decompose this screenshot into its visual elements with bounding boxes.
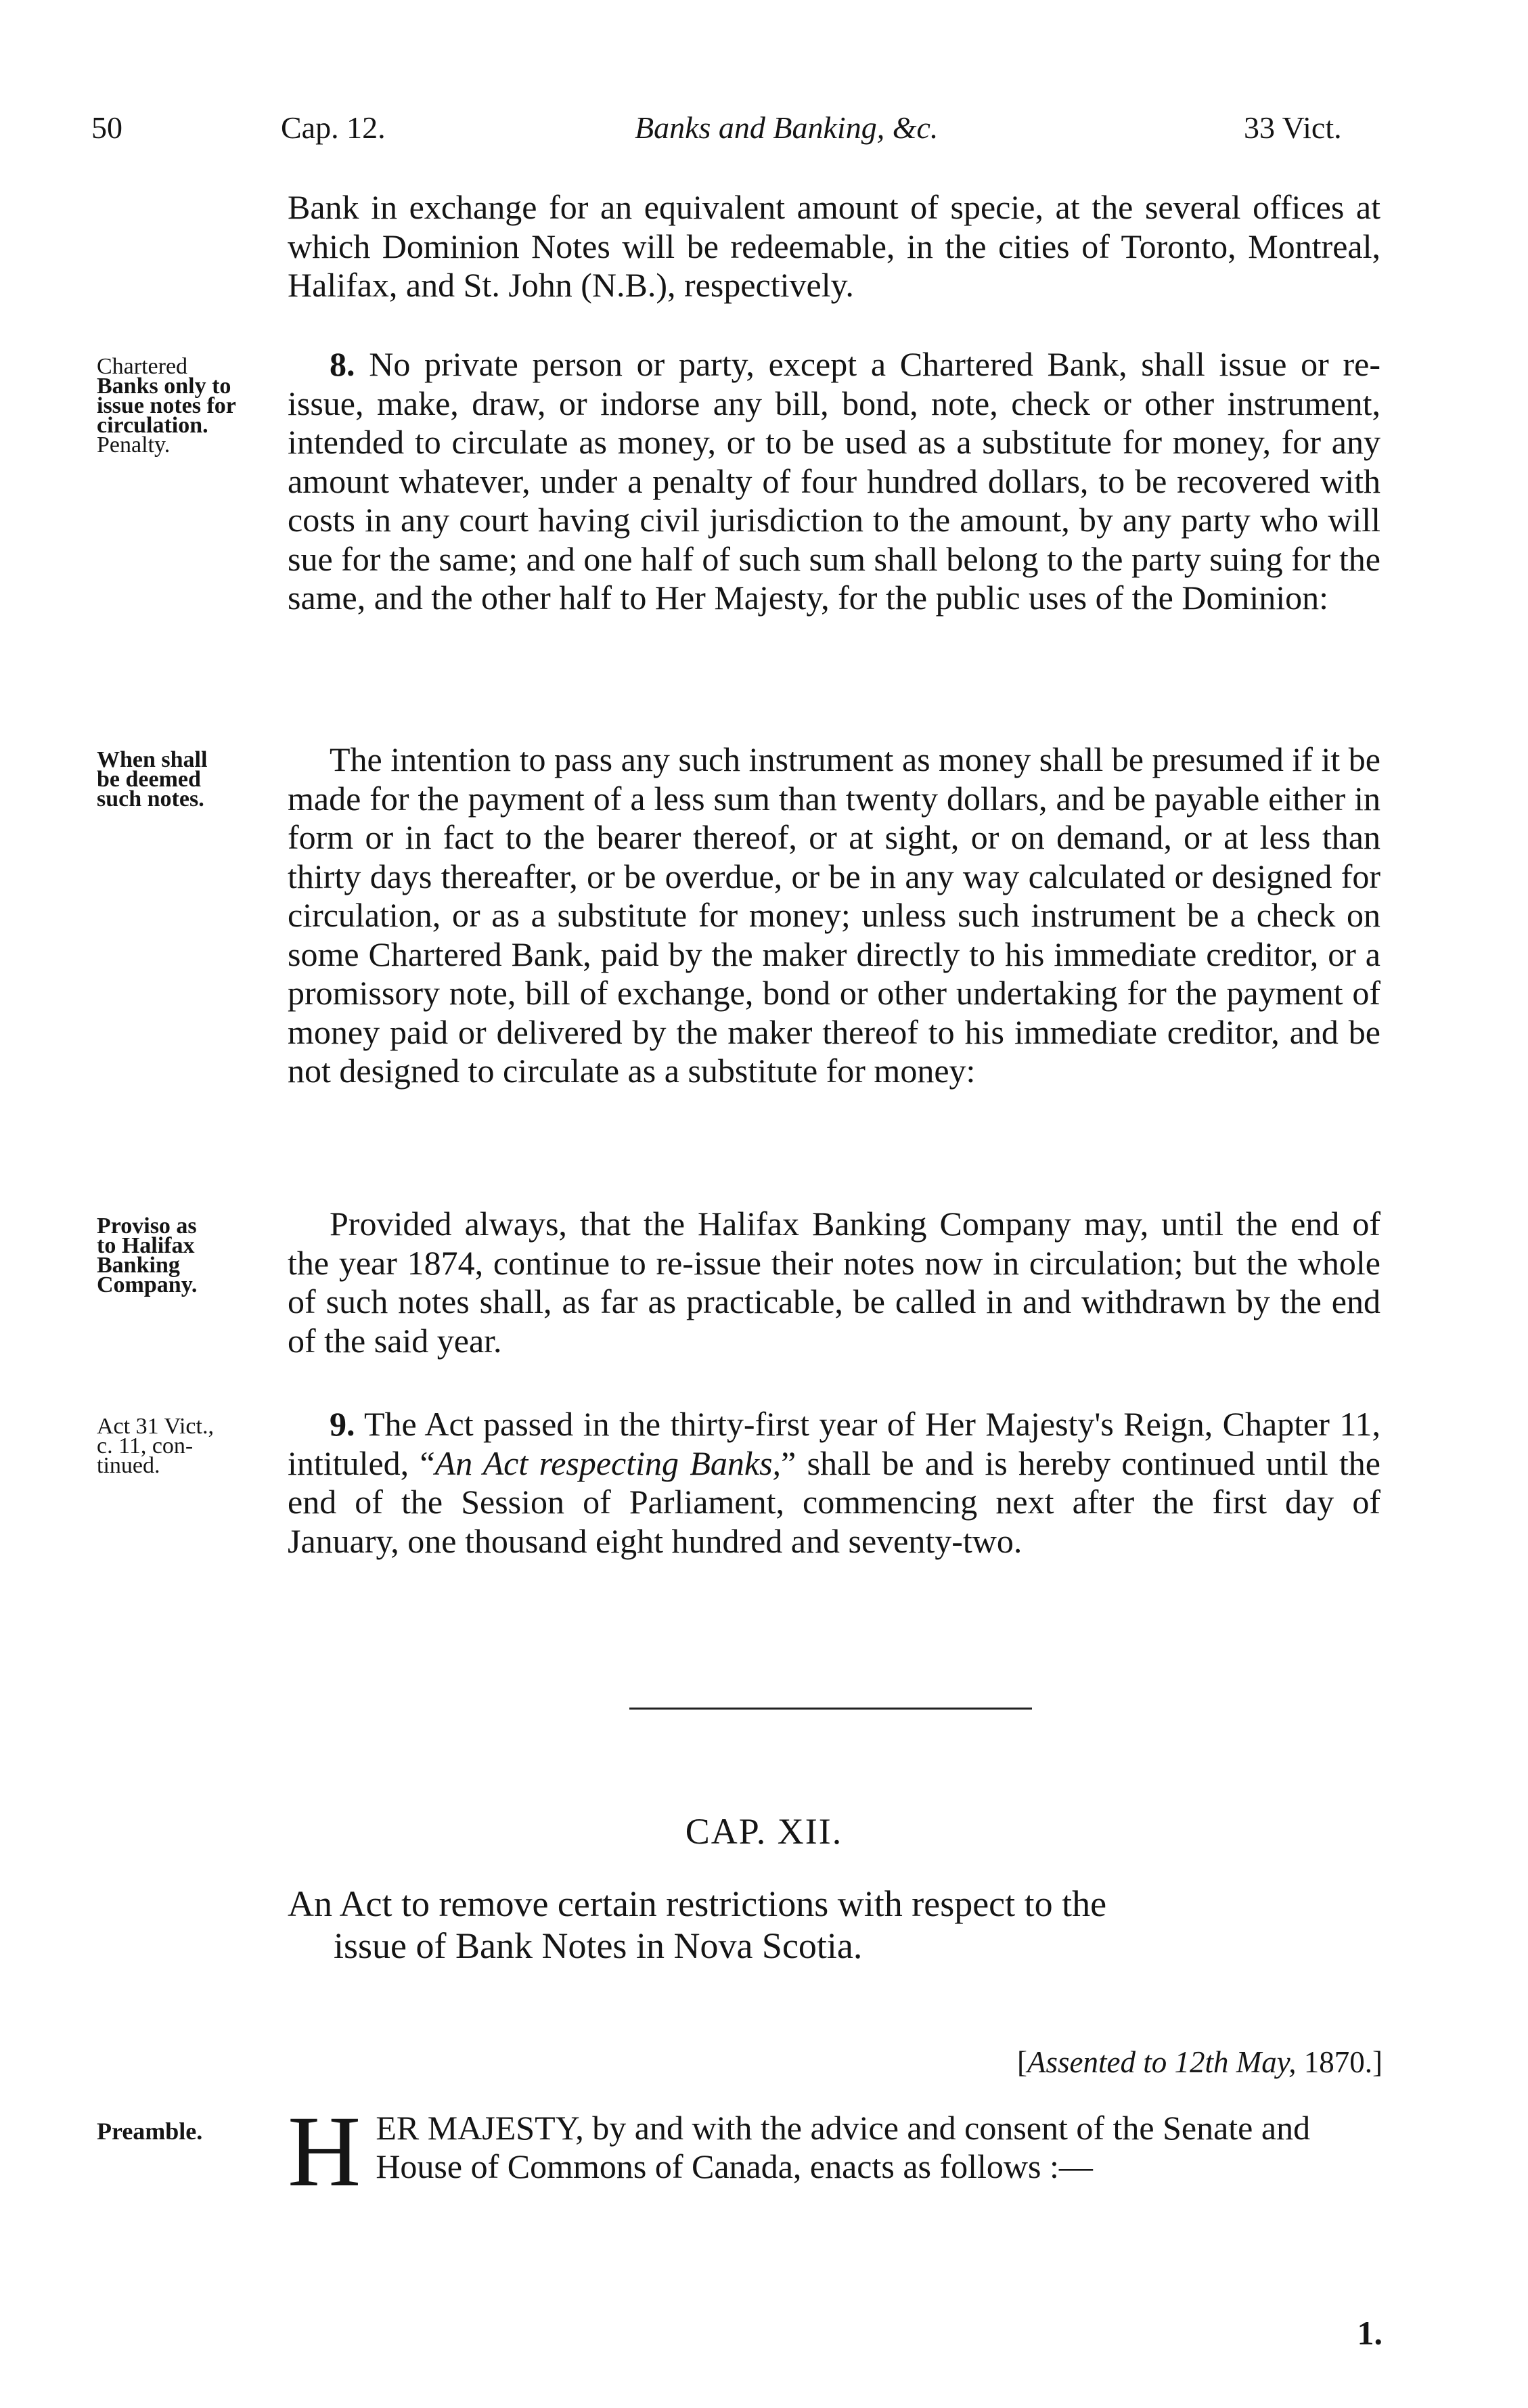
margin-note-line: Banking	[97, 1253, 180, 1278]
section-number: 9.	[330, 1405, 355, 1443]
margin-note-line: Chartered	[97, 354, 188, 379]
margin-note-line: be deemed	[97, 767, 201, 792]
preamble	[288, 2095, 1380, 2208]
divider-rule	[629, 1708, 1032, 1710]
act-title-line: An Act to remove certain restrictions with respect to the	[288, 1883, 1107, 1924]
margin-note-halifax-proviso	[97, 1213, 286, 1297]
assent-date	[1017, 2045, 1383, 2080]
margin-note-preamble: Preamble.	[97, 2118, 203, 2145]
paragraph-text: The intention to pass any such instrument as money shall be presumed if it be made for the payment of a less sum than twenty dollars, and be payable either in form or in fact to the bearer thereof, or at sight, or on demand, or at less than thirty days thereafter, or be overdue, or be in any way calculated or designed for circulation, or as a substitute for money; unless such instrument be a check on some Chartered Bank, paid by the maker directly to his immediate creditor, or a promissory note, bill of exchange, bond or other undertaking for the payment of money paid or delivered by the maker thereof to his immediate creditor, and be not designed to circulate as a substitute for money:	[288, 740, 1380, 1090]
margin-note-line: c. 11, con-	[97, 1433, 194, 1458]
margin-note-line: When shall	[97, 747, 208, 772]
running-title: Banks and Banking, &c.	[635, 110, 939, 145]
act-title-line: issue of Bank Notes in Nova Scotia.	[334, 1925, 863, 1966]
section-8-paragraph	[288, 345, 1380, 618]
preamble-text: ER MAJESTY, by and with the advice and consent of the Senate and House of Commons of Canada, enacts as follows :—	[376, 2109, 1311, 2185]
margin-note-line: tinued.	[97, 1453, 160, 1478]
section-text-after: ” shall be and is hereby continued until the end of the Session of Parliament, commencing next after the first day of January, one thousand eight hundred and seventy-two.	[288, 1444, 1380, 1560]
margin-note-line: Penalty.	[97, 432, 171, 458]
section-9	[288, 1405, 1380, 1561]
margin-note-line: Company.	[97, 1272, 198, 1297]
margin-note-line: such notes.	[97, 786, 204, 811]
chapter-heading: CAP. XII.	[685, 1811, 843, 1852]
deemed-notes-paragraph	[288, 740, 1380, 1091]
continuation-paragraph	[288, 188, 1380, 305]
act-long-title	[288, 1883, 1391, 1967]
assent-open-bracket: [	[1017, 2045, 1028, 2079]
halifax-proviso-paragraph	[288, 1205, 1380, 1360]
assent-year: 1870.]	[1303, 2045, 1383, 2079]
section-number: 8.	[330, 345, 355, 383]
act-citation: An Act respecting Banks,	[434, 1444, 782, 1482]
margin-note-deemed-notes	[97, 747, 286, 811]
margin-note-line: Banks only to	[97, 374, 231, 399]
margin-note-section-8	[97, 354, 286, 458]
margin-note-line: Act 31 Vict.,	[97, 1414, 214, 1439]
section-text-before: The Act passed in the thirty-first year of Her Majesty's Reign, Chapter 11, intituled, “	[288, 1405, 1380, 1482]
chapter-reference: Cap. 12.	[281, 110, 386, 145]
paragraph-text: Provided always, that the Halifax Banking Company may, until the end of the year 1874, continue to re-issue their notes now in circulation; but the whole of such notes shall, as far as practicable, be called in and withdrawn by the end of the said year.	[288, 1205, 1380, 1360]
margin-note-line: circulation.	[97, 413, 208, 438]
regnal-year: 33 Vict.	[1244, 110, 1342, 145]
page-number: 50	[91, 110, 122, 145]
section-8	[288, 345, 1380, 618]
section-text: No private person or party, except a Chartered Bank, shall issue or re-issue, make, draw, or indorse any bill, bond, note, check or other instrument, intended to circulate as money, or to be used as a substitute for money, for any amount whatever, under a penalty of four hundred dollars, to be recovered with costs in any court having civil jurisdiction to the amount, by any party who will sue for the same; and one half of such sum shall belong to the party suing for the same, and the other half to Her Majesty, for the public uses of the Dominion:	[288, 345, 1381, 617]
margin-note-line: Proviso as	[97, 1213, 197, 1239]
section-9-paragraph	[288, 1405, 1380, 1561]
continuation-text: Bank in exchange for an equivalent amount of specie, at the several offices at which Dominion Notes will be redeemable, in the cities of Toronto, Montreal, Halifax, and St. John (N.B.), respectively.	[288, 188, 1380, 304]
margin-note-line: issue notes for	[97, 393, 236, 418]
margin-note-section-9	[97, 1414, 286, 1478]
drop-cap: H	[288, 2095, 361, 2208]
margin-note-line: to Halifax	[97, 1233, 195, 1258]
assent-text: Assented to 12th May,	[1027, 2045, 1297, 2079]
next-section-number: 1.	[1357, 2314, 1383, 2352]
